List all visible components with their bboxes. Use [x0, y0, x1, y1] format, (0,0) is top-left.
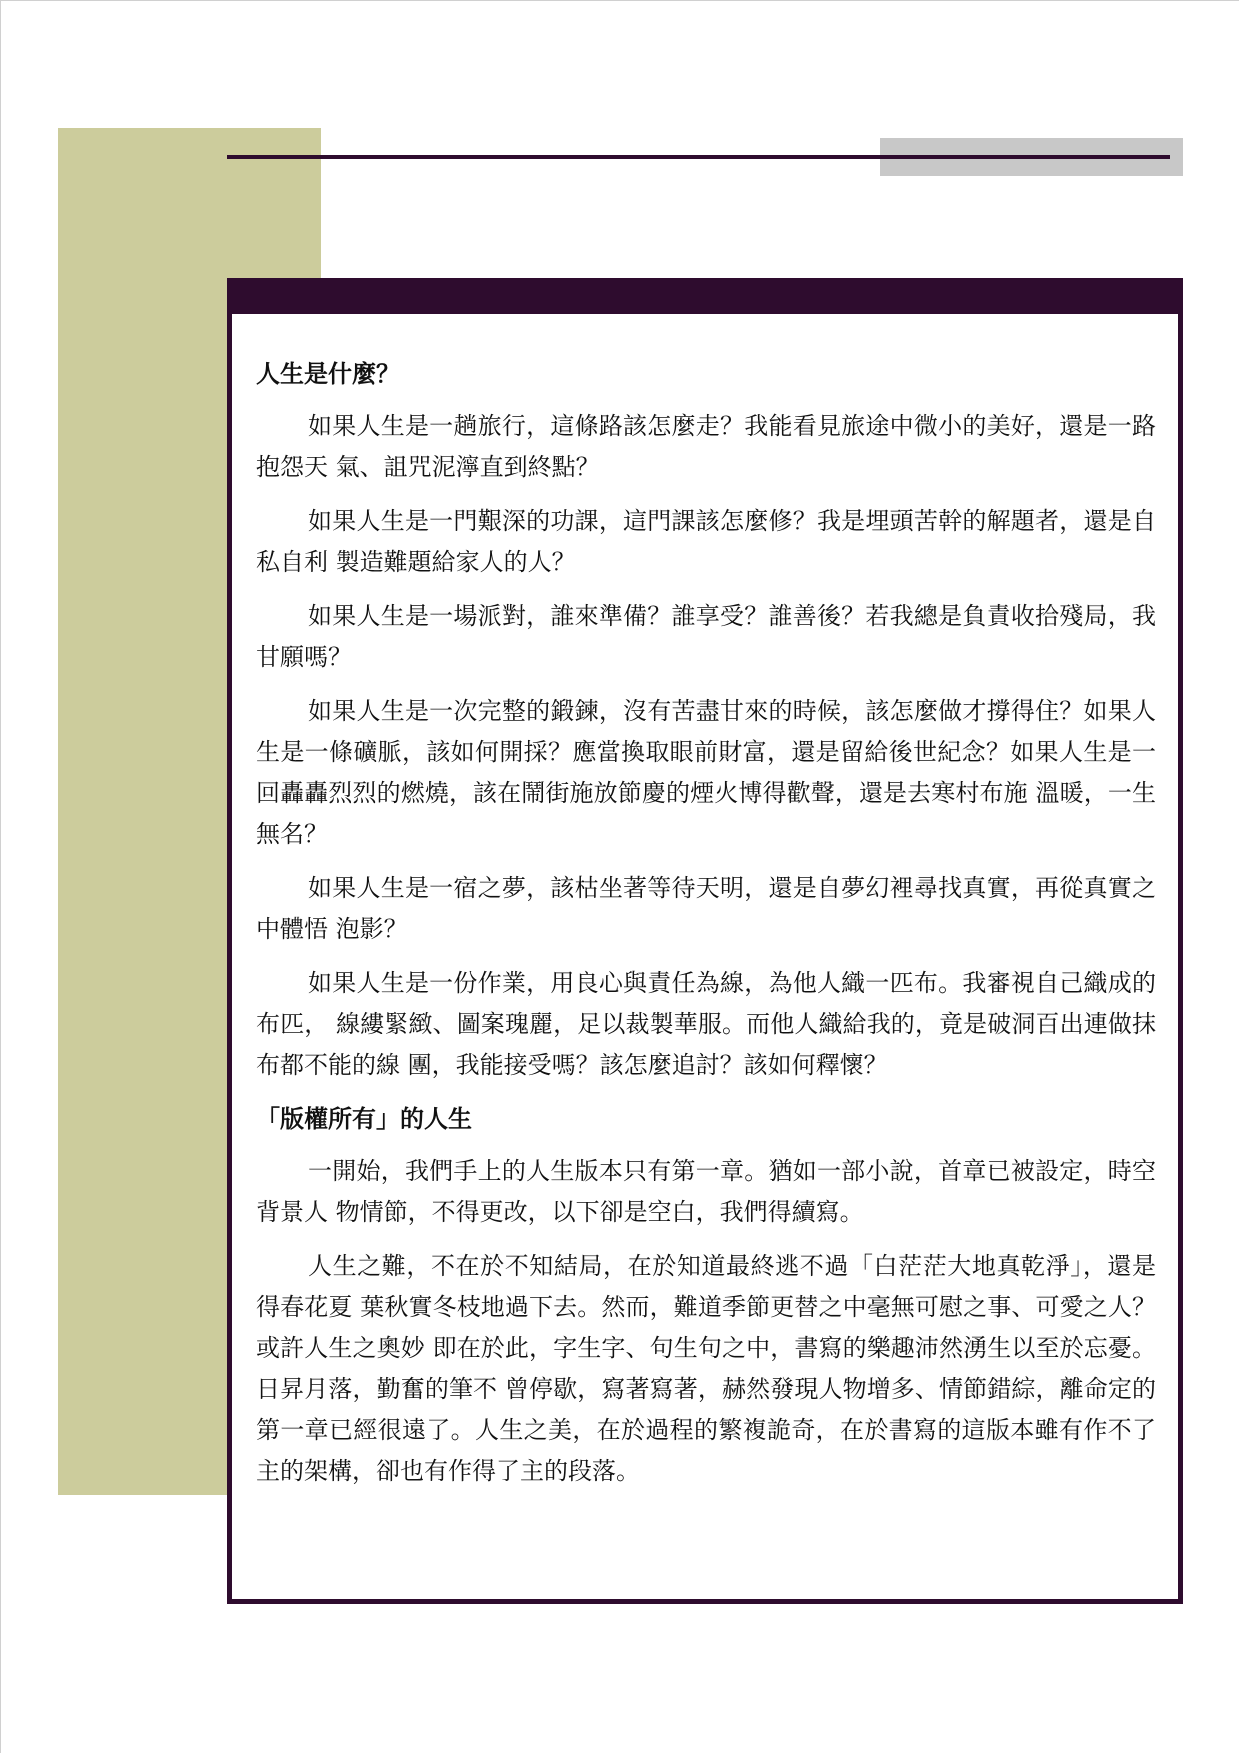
article-body	[256, 354, 1156, 1505]
content-frame	[227, 278, 1183, 1604]
section-heading-copyright-life: 「版權所有」的人生	[256, 1104, 472, 1133]
paragraph-training: 如果人生是一次完整的鍛鍊，沒有苦盡甘來的時候，該怎麼做才撐得住？如果人生是一條礦脈，該如何開採？應當換取眼前財富，還是留給後世紀念？如果人生是一回轟轟烈烈的燃燒，該在鬧街施放節慶的煙火博得歡聲，還是去寒村布施 溫暖，一生無名？	[256, 697, 1156, 848]
paragraph-lesson: 如果人生是一門艱深的功課，這門課該怎麼修？我是埋頭苦幹的解題者，還是自私自利 製造難題給家人的人？	[256, 507, 1156, 576]
paragraph-journey: 如果人生是一趟旅行，這條路該怎麼走？我能看見旅途中微小的美好，還是一路抱怨天 氣、詛咒泥濘直到終點？	[256, 412, 1156, 481]
paragraph-writing-life: 人生之難，不在於不知結局，在於知道最終逃不過「白茫茫大地真乾淨」，還是得春花夏 葉秋實冬枝地過下去。然而，難道季節更替之中毫無可慰之事、可愛之人？或許人生之奧妙 即在於此，字生字、句生句之中，書寫的樂趣沛然湧生以至於忘憂。日昇月落，勤奮的筆不 曾停歇，寫著寫著，赫然發現人物增多、情節錯綜，離命定的第一章已經很遠了。人生之美，在於過程的繁複詭奇，在於書寫的這版本雖有作不了主的架構，卻也有作得了主的段落。	[256, 1252, 1156, 1485]
top-rule-line	[227, 155, 1170, 159]
paragraph-homework: 如果人生是一份作業，用良心與責任為線，為他人織一匹布。我審視自己織成的布匹， 線縷緊緻、圖案瑰麗，足以裁製華服。而他人織給我的，竟是破洞百出連做抹布都不能的線 團，我能接受嗎？該怎麼追討？該如何釋懷？	[256, 969, 1156, 1079]
section-heading-what-is-life: 人生是什麼？	[256, 359, 400, 388]
paragraph-party: 如果人生是一場派對，誰來準備？誰享受？誰善後？若我總是負責收拾殘局，我甘願嗎？	[256, 602, 1156, 671]
paragraph-first-chapter: 一開始，我們手上的人生版本只有第一章。猶如一部小說，首章已被設定，時空背景人 物情節，不得更改，以下卻是空白，我們得續寫。	[256, 1157, 1156, 1226]
paragraph-dream: 如果人生是一宿之夢，該枯坐著等待天明，還是自夢幻裡尋找真實，再從真實之中體悟 泡影？	[256, 874, 1156, 943]
